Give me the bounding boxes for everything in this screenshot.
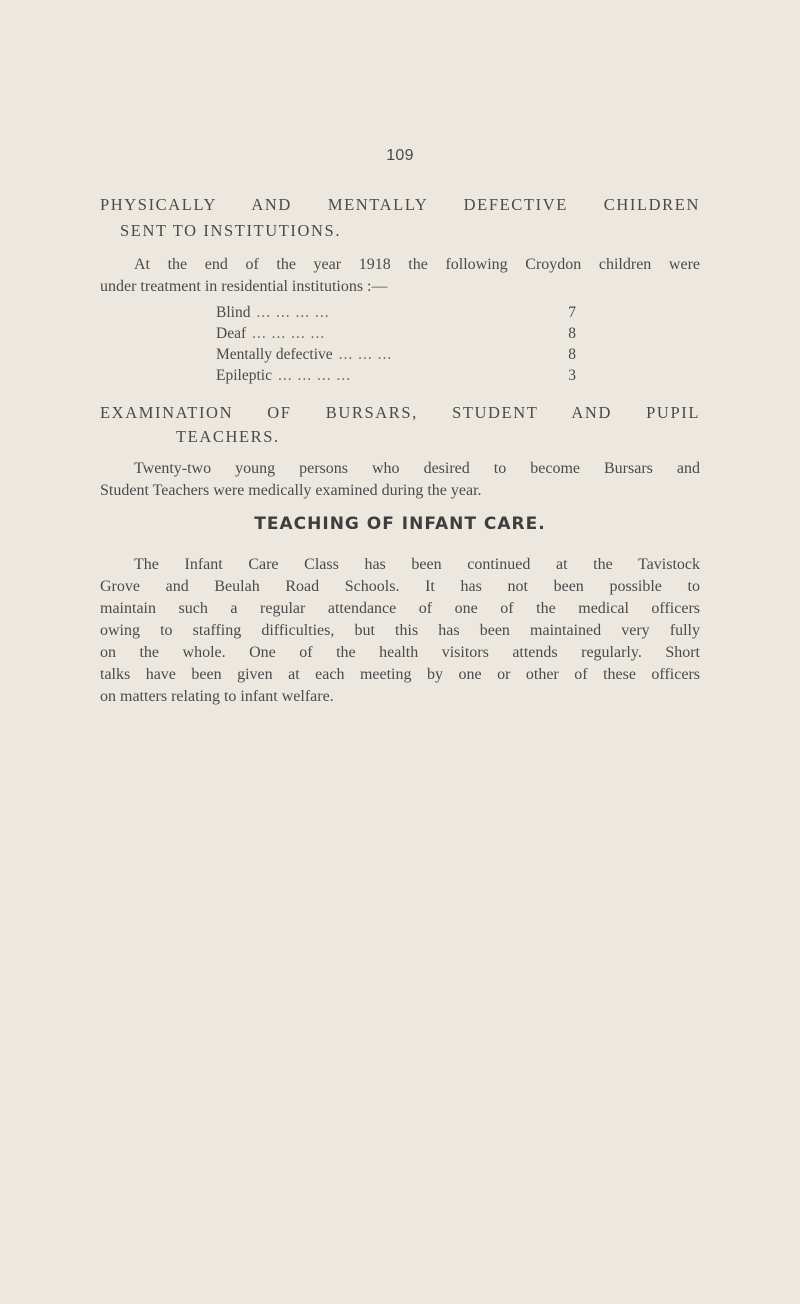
leader-dots: ... ... ... ... [256, 304, 330, 321]
list-item-value: 8 [568, 325, 576, 342]
infant-care-paragraph [100, 554, 700, 708]
list-item [216, 323, 576, 344]
paragraph-line: under treatment in residential institutions :— [100, 278, 388, 295]
page-number: 109 [386, 147, 414, 164]
institution-counts-list [216, 302, 576, 386]
paragraph-line: Grove and Beulah Road Schools. It has not been possible to [100, 578, 700, 595]
list-item-label: Epileptic [216, 367, 272, 384]
paragraph-line: Student Teachers were medically examined during the year. [100, 482, 482, 499]
leader-dots: ... ... ... ... [252, 325, 326, 342]
section-heading-bursars-continued: TEACHERS. [176, 427, 280, 446]
list-item [216, 365, 576, 386]
list-item-label: Blind [216, 304, 251, 321]
list-item-value: 3 [568, 367, 576, 384]
paragraph-line: talks have been given at each meeting by one or other of these officers [100, 666, 700, 683]
paragraph-line: The Infant Care Class has been continued at the Tavistock [134, 556, 700, 573]
paragraph-line: Twenty-two young persons who desired to become Bursars and [134, 460, 700, 477]
paragraph-line: on matters relating to infant welfare. [100, 688, 334, 705]
section-heading-defective-children: PHYSICALLY AND MENTALLY DEFECTIVE CHILDREN [100, 195, 700, 214]
list-item-value: 8 [568, 346, 576, 363]
list-item-value: 7 [568, 304, 576, 321]
paragraph-line: At the end of the year 1918 the following Croydon children were [134, 256, 700, 273]
leader-dots: ... ... ... [338, 346, 393, 363]
bursars-paragraph [100, 458, 700, 502]
list-item [216, 344, 576, 365]
list-item-label: Mentally defective [216, 346, 333, 363]
section-heading-defective-children-continued: SENT TO INSTITUTIONS. [120, 221, 342, 240]
paragraph-line: on the whole. One of the health visitors attends regularly. Short [100, 644, 700, 661]
section-heading-bursars: EXAMINATION OF BURSARS, STUDENT AND PUPIL [100, 403, 700, 422]
list-item-label: Deaf [216, 325, 247, 342]
section-title-infant-care: TEACHING OF INFANT CARE. [254, 514, 546, 534]
paragraph-line: owing to staffing difficulties, but this has been maintained very fully [100, 622, 700, 639]
paragraph-line: maintain such a regular attendance of one of the medical officers [100, 600, 700, 617]
list-item [216, 302, 576, 323]
institutions-intro-paragraph [100, 254, 700, 298]
leader-dots: ... ... ... ... [277, 367, 352, 384]
